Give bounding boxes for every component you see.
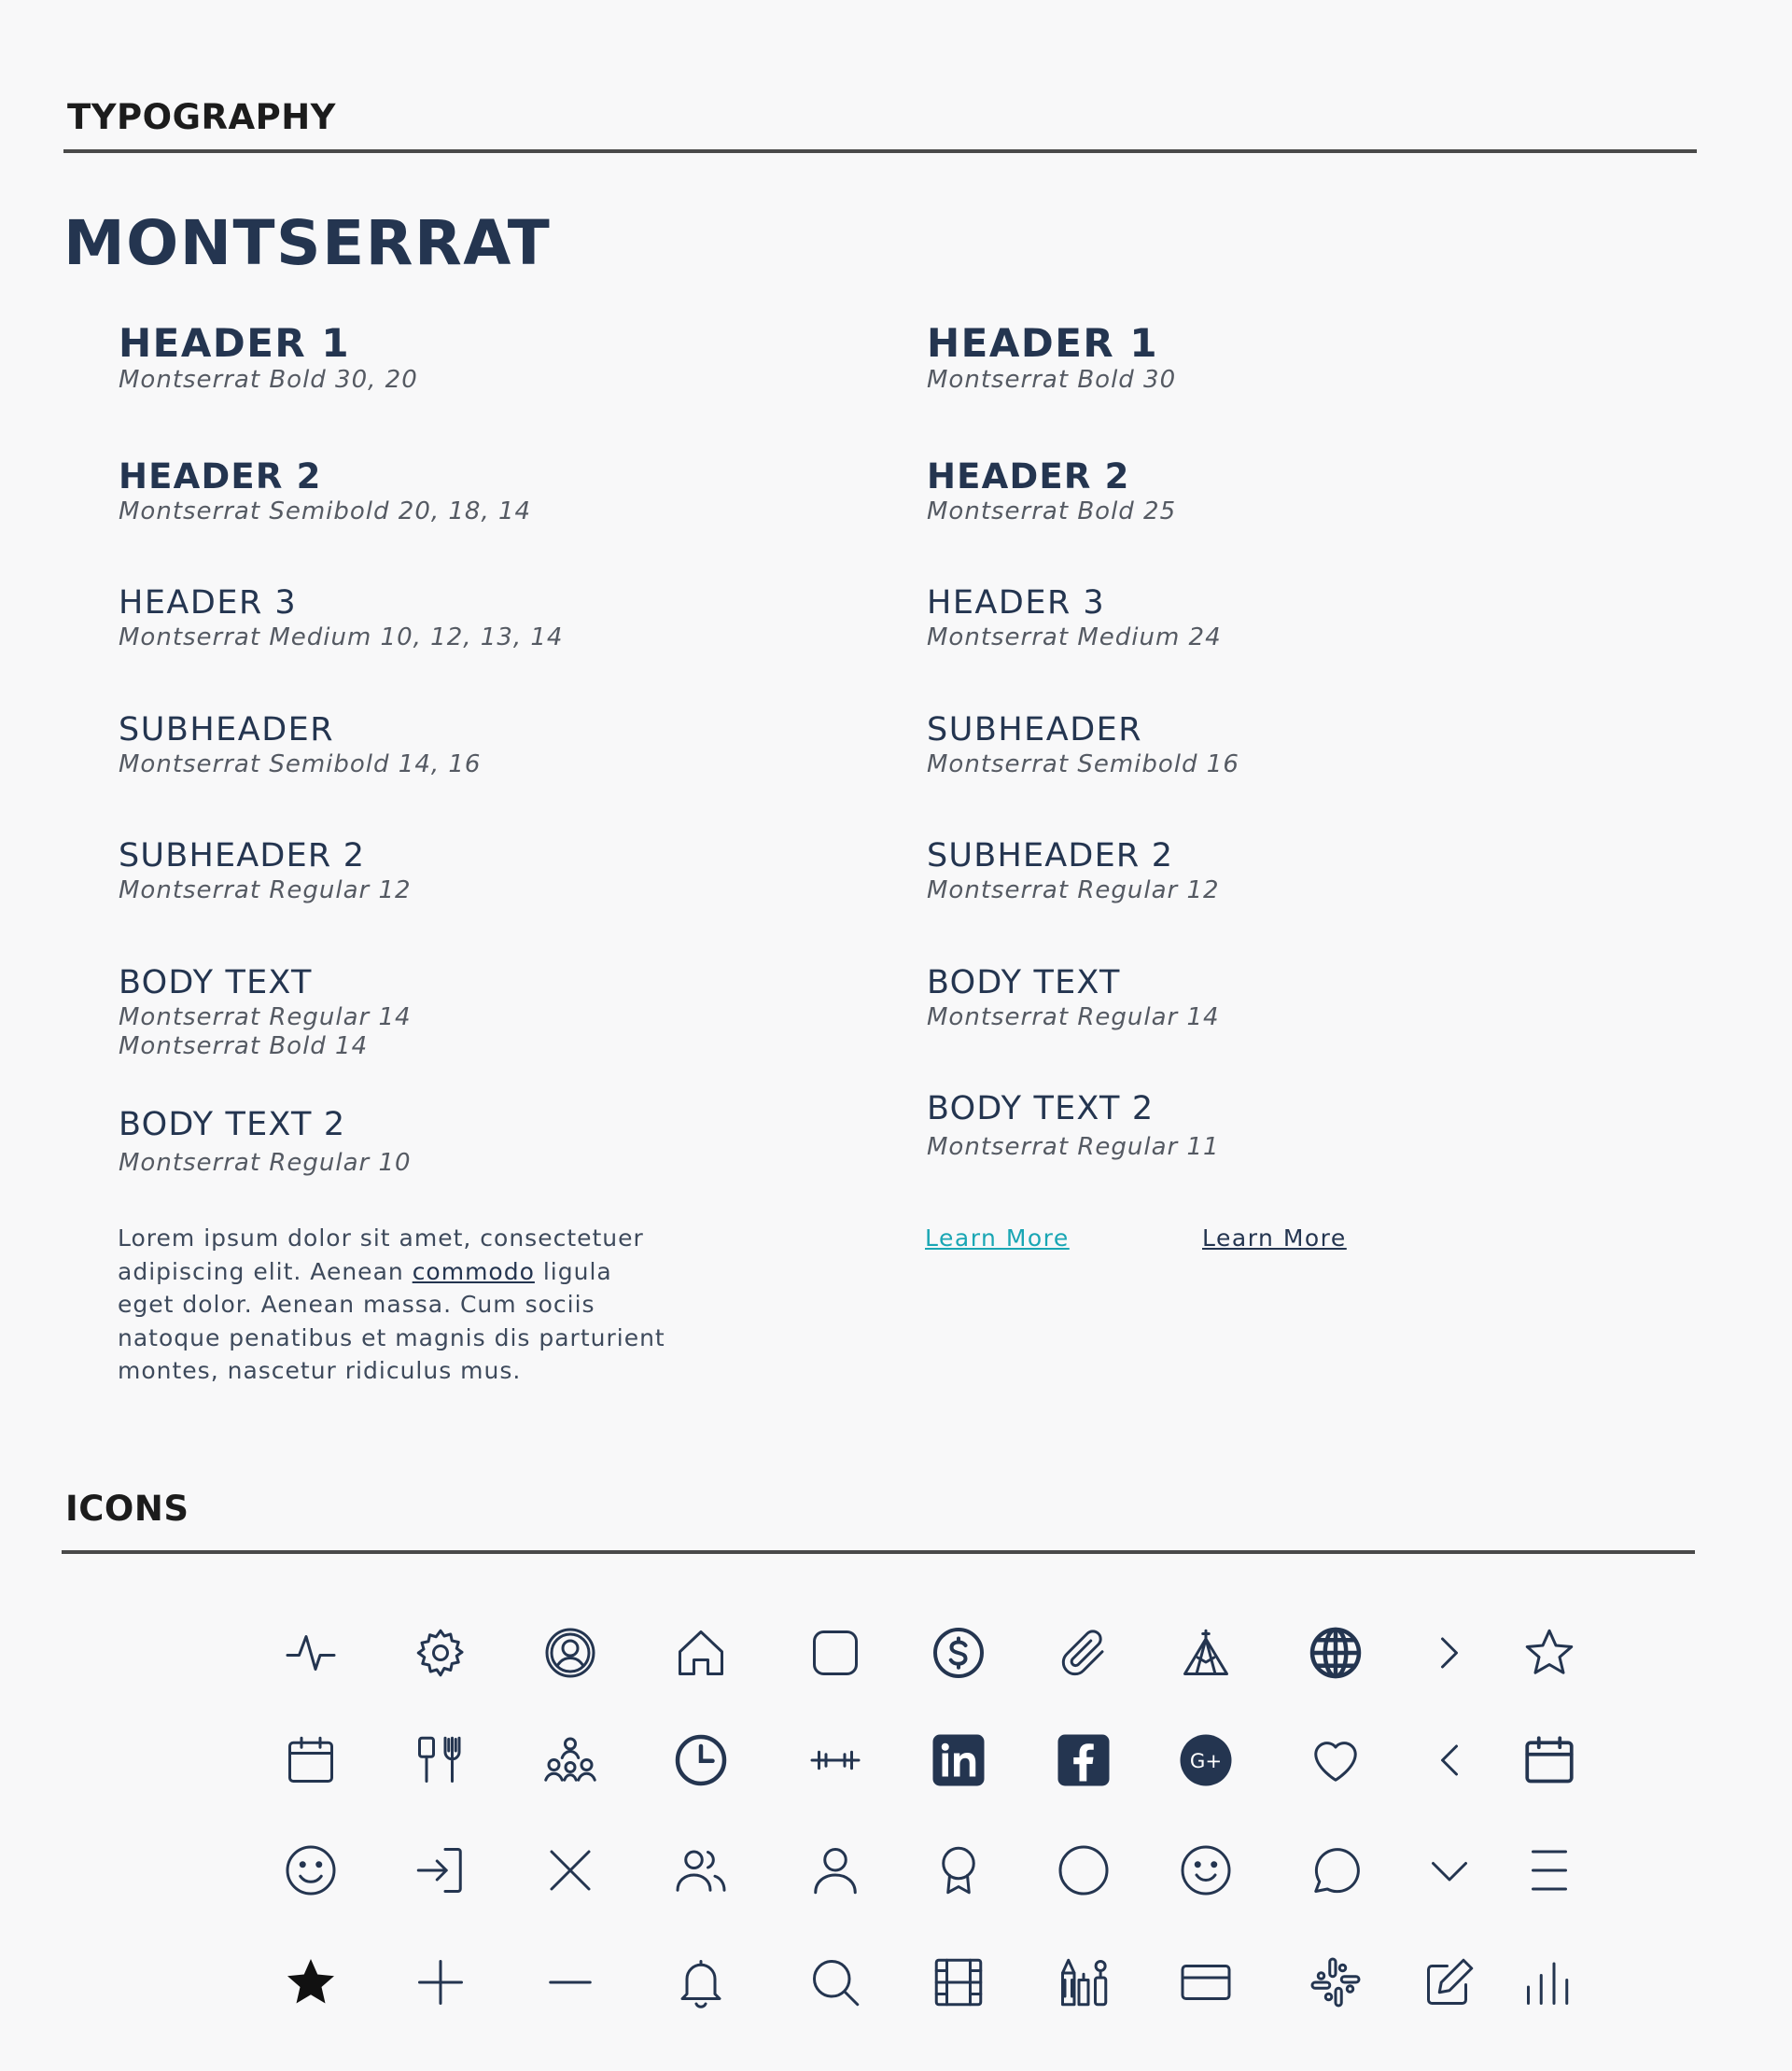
type-style-body-text-2	[119, 1104, 412, 1178]
type-style-body-text	[927, 962, 1220, 1032]
type-style-subheader	[119, 709, 481, 779]
chevron-left-icon	[1421, 1732, 1477, 1788]
style-spec: Montserrat Semibold 20, 18, 14	[119, 497, 532, 525]
slack-icon	[1308, 1954, 1364, 2010]
svg-text:G+: G+	[1189, 1750, 1223, 1773]
style-name: BODY TEXT 2	[927, 1090, 1155, 1127]
style-spec: Montserrat Regular 11	[927, 1133, 1220, 1161]
edit-icon	[1421, 1954, 1477, 2010]
icons-section-title: ICONS	[65, 1489, 189, 1529]
style-name: HEADER 2	[927, 456, 1130, 497]
google-plus-icon	[1178, 1732, 1234, 1788]
type-style-header-1	[927, 321, 1176, 395]
font-family-title: MONTSERRAT	[63, 207, 552, 279]
facebook-icon	[1056, 1732, 1112, 1788]
star-filled-icon	[283, 1954, 339, 2010]
typography-section-title: TYPOGRAPHY	[67, 97, 336, 137]
style-name: HEADER 3	[119, 584, 298, 622]
film-icon	[931, 1954, 987, 2010]
gear-icon	[413, 1625, 469, 1681]
style-spec: Montserrat Bold 30, 20	[119, 366, 418, 394]
style-spec: Montserrat Regular 10	[119, 1149, 412, 1177]
type-style-subheader	[927, 709, 1239, 779]
style-name: BODY TEXT 2	[119, 1106, 346, 1143]
style-name: BODY TEXT	[927, 964, 1121, 1001]
users-icon	[673, 1842, 729, 1898]
style-name: BODY TEXT	[119, 964, 313, 1001]
style-spec: Montserrat Semibold 16	[927, 750, 1239, 778]
clock-icon	[673, 1732, 729, 1788]
smiley-icon	[283, 1842, 339, 1898]
style-spec: Montserrat Medium 24	[927, 623, 1222, 651]
commodo-link[interactable]: commodo	[412, 1257, 535, 1285]
activity-icon	[283, 1625, 339, 1681]
linkedin-icon	[931, 1732, 987, 1788]
style-name: SUBHEADER	[927, 711, 1143, 749]
sign-in-icon	[413, 1842, 469, 1898]
body-sample-paragraph	[118, 1222, 668, 1388]
style-name: SUBHEADER	[119, 711, 335, 749]
type-style-header-1	[119, 321, 418, 395]
style-spec: Montserrat Medium 10, 12, 13, 14	[119, 623, 564, 651]
calendar-alt-icon	[1521, 1732, 1577, 1788]
style-spec: Montserrat Regular 12	[119, 876, 412, 904]
icons-divider	[62, 1550, 1695, 1554]
type-style-header-3	[927, 582, 1222, 652]
chevron-right-icon	[1421, 1625, 1477, 1681]
profile-circle-icon	[542, 1625, 598, 1681]
menu-icon	[1521, 1842, 1577, 1898]
tent-icon	[1178, 1625, 1234, 1681]
minus-icon	[542, 1954, 598, 2010]
dollar-icon	[931, 1625, 987, 1681]
bar-chart-icon	[1521, 1954, 1577, 2010]
type-style-body-text	[119, 962, 412, 1061]
style-name: HEADER 2	[119, 456, 322, 497]
group-icon	[542, 1732, 598, 1788]
style-name: HEADER 1	[119, 320, 351, 366]
credit-card-icon	[1178, 1954, 1234, 2010]
style-spec-secondary: Montserrat Bold 14	[119, 1032, 369, 1060]
globe-icon	[1308, 1625, 1364, 1681]
style-spec: Montserrat Regular 14	[119, 1003, 412, 1031]
style-name: HEADER 3	[927, 584, 1106, 622]
lorem-text-before: Lorem ipsum dolor sit amet, consectetuer adipiscing elit. Aenean	[118, 1224, 644, 1285]
star-outline-icon	[1521, 1625, 1577, 1681]
style-name: SUBHEADER 2	[119, 837, 366, 875]
style-spec: Montserrat Bold 25	[927, 497, 1177, 525]
dumbbell-icon	[807, 1732, 863, 1788]
style-spec: Montserrat Semibold 14, 16	[119, 750, 482, 778]
calendar-icon	[283, 1732, 339, 1788]
learn-more-link-navy[interactable]: Learn More	[1202, 1224, 1347, 1252]
bell-icon	[673, 1954, 729, 2010]
plus-icon	[413, 1954, 469, 2010]
paperclip-icon	[1056, 1625, 1112, 1681]
chat-bubble-icon	[1308, 1842, 1364, 1898]
type-style-subheader-2	[927, 835, 1220, 905]
award-icon	[931, 1842, 987, 1898]
style-spec: Montserrat Regular 12	[927, 876, 1220, 904]
learn-more-link-teal[interactable]: Learn More	[925, 1224, 1070, 1252]
user-icon	[807, 1842, 863, 1898]
art-supplies-icon	[1056, 1954, 1112, 2010]
home-icon	[673, 1625, 729, 1681]
style-spec: Montserrat Regular 14	[927, 1003, 1220, 1031]
type-style-body-text-2	[927, 1088, 1220, 1162]
search-icon	[807, 1954, 863, 2010]
type-style-header-2	[927, 456, 1176, 526]
typography-divider	[63, 149, 1697, 153]
style-name: SUBHEADER 2	[927, 837, 1174, 875]
type-style-subheader-2	[119, 835, 412, 905]
close-icon	[542, 1842, 598, 1898]
rounded-square-icon	[807, 1625, 863, 1681]
style-name: HEADER 1	[927, 320, 1159, 366]
chevron-down-icon	[1421, 1842, 1477, 1898]
type-style-header-2	[119, 456, 531, 526]
style-spec: Montserrat Bold 30	[927, 366, 1177, 394]
smiley-alt-icon	[1178, 1842, 1234, 1898]
type-style-header-3	[119, 582, 563, 652]
circle-icon	[1056, 1842, 1112, 1898]
utensils-icon	[413, 1732, 469, 1788]
heart-icon	[1308, 1732, 1364, 1788]
lorem-text-after: ligula eget dolor. Aenean massa. Cum sociis natoque penatibus et magnis dis parturient montes, nascetur ridiculus mus.	[118, 1257, 665, 1384]
